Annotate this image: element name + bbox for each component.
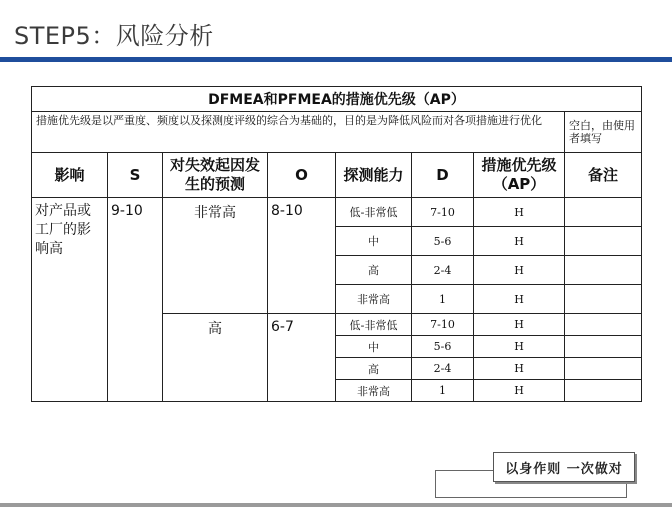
- title-divider: [0, 57, 672, 62]
- d-cell: 5-6: [412, 336, 474, 358]
- header-detection: 探测能力: [336, 153, 412, 198]
- table-row: [32, 198, 642, 227]
- notes-cell: [565, 227, 642, 256]
- detection-cell: 高: [336, 358, 412, 380]
- detection-cell: 中: [336, 227, 412, 256]
- notes-cell: [565, 314, 642, 336]
- header-s: S: [108, 153, 163, 198]
- o-cell: 6-7: [268, 314, 336, 402]
- description-note: 空白，由使用者填写: [565, 112, 642, 153]
- ap-cell: H: [474, 336, 565, 358]
- s-cell: 9-10: [108, 198, 163, 402]
- impact-cell: 对产品或工厂的影响高: [32, 198, 108, 402]
- ap-cell: H: [474, 198, 565, 227]
- ap-table: [31, 86, 642, 402]
- ap-cell: H: [474, 256, 565, 285]
- notes-cell: [565, 358, 642, 380]
- d-cell: 7-10: [412, 314, 474, 336]
- notes-cell: [565, 285, 642, 314]
- d-cell: 1: [412, 380, 474, 402]
- d-cell: 7-10: [412, 198, 474, 227]
- ap-cell: H: [474, 227, 565, 256]
- prediction-cell: 非常高: [163, 198, 268, 314]
- notes-cell: [565, 256, 642, 285]
- detection-cell: 非常高: [336, 380, 412, 402]
- notes-cell: [565, 336, 642, 358]
- o-cell: 8-10: [268, 198, 336, 314]
- header-ap: 措施优先级（AP）: [474, 153, 565, 198]
- footer-stamp: 以身作则 一次做对: [493, 452, 635, 482]
- notes-cell: [565, 198, 642, 227]
- table-caption: DFMEA和PFMEA的措施优先级（AP）: [32, 87, 642, 112]
- detection-cell: 中: [336, 336, 412, 358]
- header-notes: 备注: [565, 153, 642, 198]
- d-cell: 5-6: [412, 227, 474, 256]
- bottom-divider: [0, 503, 672, 507]
- table-description: 措施优先级是以严重度、频度以及探测度评级的综合为基础的，目的是为降低风险而对各项措施进行优化: [32, 112, 565, 153]
- notes-cell: [565, 380, 642, 402]
- ap-cell: H: [474, 380, 565, 402]
- ap-cell: H: [474, 285, 565, 314]
- detection-cell: 非常高: [336, 285, 412, 314]
- header-o: O: [268, 153, 336, 198]
- prediction-cell: 高: [163, 314, 268, 402]
- d-cell: 1: [412, 285, 474, 314]
- header-impact: 影响: [32, 153, 108, 198]
- ap-cell: H: [474, 314, 565, 336]
- d-cell: 2-4: [412, 256, 474, 285]
- detection-cell: 低-非常低: [336, 314, 412, 336]
- slide-title: STEP5：风险分析: [14, 22, 214, 50]
- header-prevention: 对失效起因发生的预测: [163, 153, 268, 198]
- ap-cell: H: [474, 358, 565, 380]
- header-d: D: [412, 153, 474, 198]
- detection-cell: 低-非常低: [336, 198, 412, 227]
- detection-cell: 高: [336, 256, 412, 285]
- d-cell: 2-4: [412, 358, 474, 380]
